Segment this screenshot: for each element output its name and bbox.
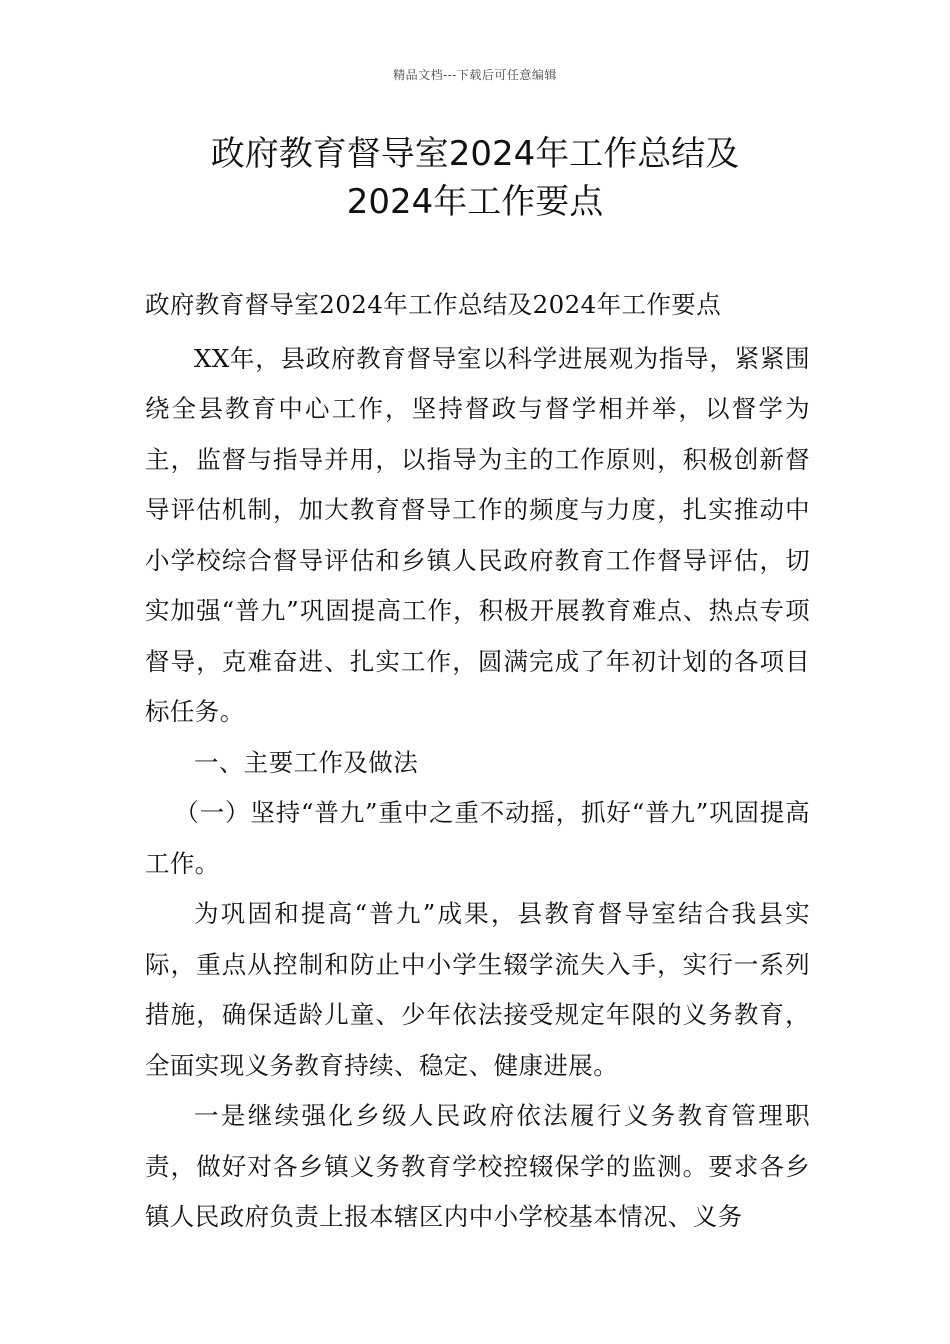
section-heading: 一、主要工作及做法 xyxy=(194,747,419,777)
header-note: 精品文档---下载后可任意编辑 xyxy=(393,68,557,82)
page-title xyxy=(100,130,850,226)
body-paragraph: 为巩固和提高“普九”成果，县教育督导室结合我县实际，重点从控制和防止中小学生辍学流失入手，实行一系列措施，确保适龄儿童、少年依法接受规定年限的义务教育，全面实现义务教育持续、稳定、健康进展。 xyxy=(145,899,810,1080)
title-line-1: 政府教育督导室2024年工作总结及 xyxy=(210,134,740,174)
body-paragraph: 一是继续强化乡级人民政府依法履行义务教育管理职责，做好对各乡镇义务教育学校控辍保学的监测。要求各乡镇人民政府负责上报本辖区内中小学校基本情况、义务 xyxy=(145,1101,810,1231)
subsection-heading: （一）坚持“普九”重中之重不动摇，抓好“普九”巩固提高工作。 xyxy=(145,798,810,878)
document-body xyxy=(145,280,810,1243)
intro-paragraph: XX年，县政府教育督导室以科学进展观为指导，紧紧围绕全县教育中心工作，坚持督政与督学相并举，以督学为主，监督与指导并用，以指导为主的工作原则，积极创新督导评估机制，加大教育督导工作的频度与力度，扎实推动中小学校综合督导评估和乡镇人民政府教育工作督导评估，切实加强“普九”巩固提高工作，积极开展教育难点、热点专项督导，克难奋进、扎实工作，圆满完成了年初计划的各项目标任务。 xyxy=(145,343,810,726)
subtitle-paragraph: 政府教育督导室2024年工作总结及2024年工作要点 xyxy=(145,290,722,319)
title-line-2: 2024年工作要点 xyxy=(346,182,604,222)
